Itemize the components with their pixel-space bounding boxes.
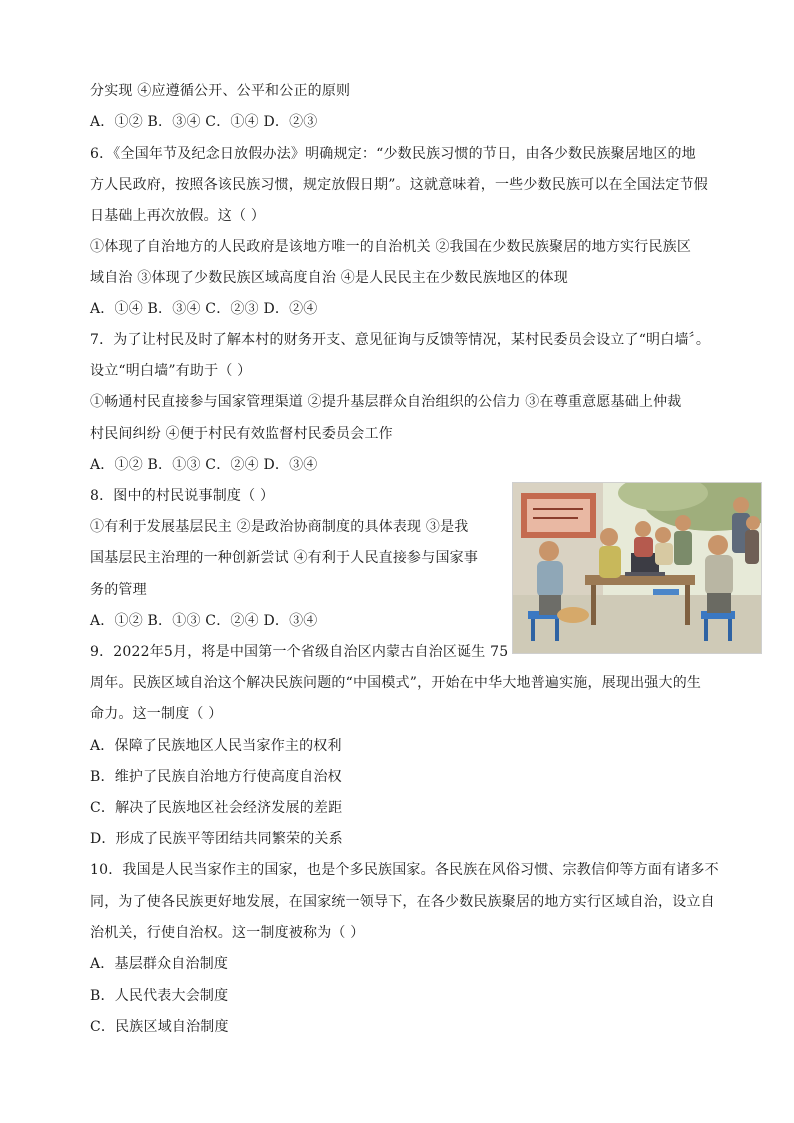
text-line: 命力。这一制度（ ） xyxy=(90,706,223,722)
option-b: B．人民代表大会制度 xyxy=(90,988,229,1004)
text-line: 日基础上再次放假。这（ ） xyxy=(90,208,266,224)
text-line: 同，为了使各民族更好地发展，在国家统一领导下，在各少数民族聚居的地方实行区域自治，设立自 xyxy=(90,894,715,910)
village-meeting-illustration xyxy=(512,482,762,654)
answer-options: A．①② B．③④ C．①④ D．②③ xyxy=(90,114,318,130)
question-7-stem: 7．为了让村民及时了解本村的财务开支、意见征询与反馈等情况，某村民委员会设立了“明白墙〞。 xyxy=(90,332,711,348)
answer-options: A．①② B．①③ C．②④ D．③④ xyxy=(90,613,318,629)
option-a: A．基层群众自治制度 xyxy=(90,956,229,972)
question-9-stem: 9．2022年5月，将是中国第一个省级自治区内蒙古自治区诞生 75 xyxy=(90,644,509,660)
text-line: ①有利于发展基层民主 ②是政治协商制度的具体表现 ③是我 xyxy=(90,519,469,535)
text-line: 域自治 ③体现了少数民族区域高度自治 ④是人民民主在少数民族地区的体现 xyxy=(90,270,568,286)
text-line: 国基层民主治理的一种创新尝试 ④有利于人民直接参与国家事 xyxy=(90,550,479,566)
text-line: 方人民政府，按照各该民族习惯，规定放假日期”。这就意味着，一些少数民族可以在全国法定节假 xyxy=(90,177,708,193)
text-line: 设立“明白墙”有助于（ ） xyxy=(90,363,252,379)
text-line: 务的管理 xyxy=(90,582,147,598)
answer-options: A．①② B．①③ C．②④ D．③④ xyxy=(90,457,318,473)
option-b: B．维护了民族自治地方行使高度自治权 xyxy=(90,769,342,785)
text-line: 治机关，行使自治权。这一制度被称为（ ） xyxy=(90,925,365,941)
text-line: 村民间纠纷 ④便于村民有效监督村民委员会工作 xyxy=(90,426,393,442)
text-line: ①体现了自治地方的人民政府是该地方唯一的自治机关 ②我国在少数民族聚居的地方实行民族区 xyxy=(90,239,692,255)
option-c: C．民族区域自治制度 xyxy=(90,1019,229,1035)
option-d: D．形成了民族平等团结共同繁荣的关系 xyxy=(90,831,343,847)
text-line: 周年。民族区域自治这个解决民族问题的“中国模式”，开始在中华大地普遍实施，展现出强大的生 xyxy=(90,675,702,691)
question-6-stem: 6．《全国年节及纪念日放假办法》明确规定：“少数民族习惯的节日，由各少数民族聚居地区的地 xyxy=(90,146,696,162)
text-line: 分实现 ④应遵循公开、公平和公正的原则 xyxy=(90,83,351,99)
answer-options: A．①④ B．③④ C．②③ D．②④ xyxy=(90,301,318,317)
question-8-stem: 8．图中的村民说事制度（ ） xyxy=(90,488,275,504)
question-10-stem: 10．我国是人民当家作主的国家，也是个多民族国家。各民族在风俗习惯、宗教信仰等方面有诸多不 xyxy=(90,862,719,878)
option-c: C．解决了民族地区社会经济发展的差距 xyxy=(90,800,343,816)
text-line: ①畅通村民直接参与国家管理渠道 ②提升基层群众自治组织的公信力 ③在尊重意愿基础上仲裁 xyxy=(90,394,682,410)
option-a: A．保障了民族地区人民当家作主的权利 xyxy=(90,738,342,754)
